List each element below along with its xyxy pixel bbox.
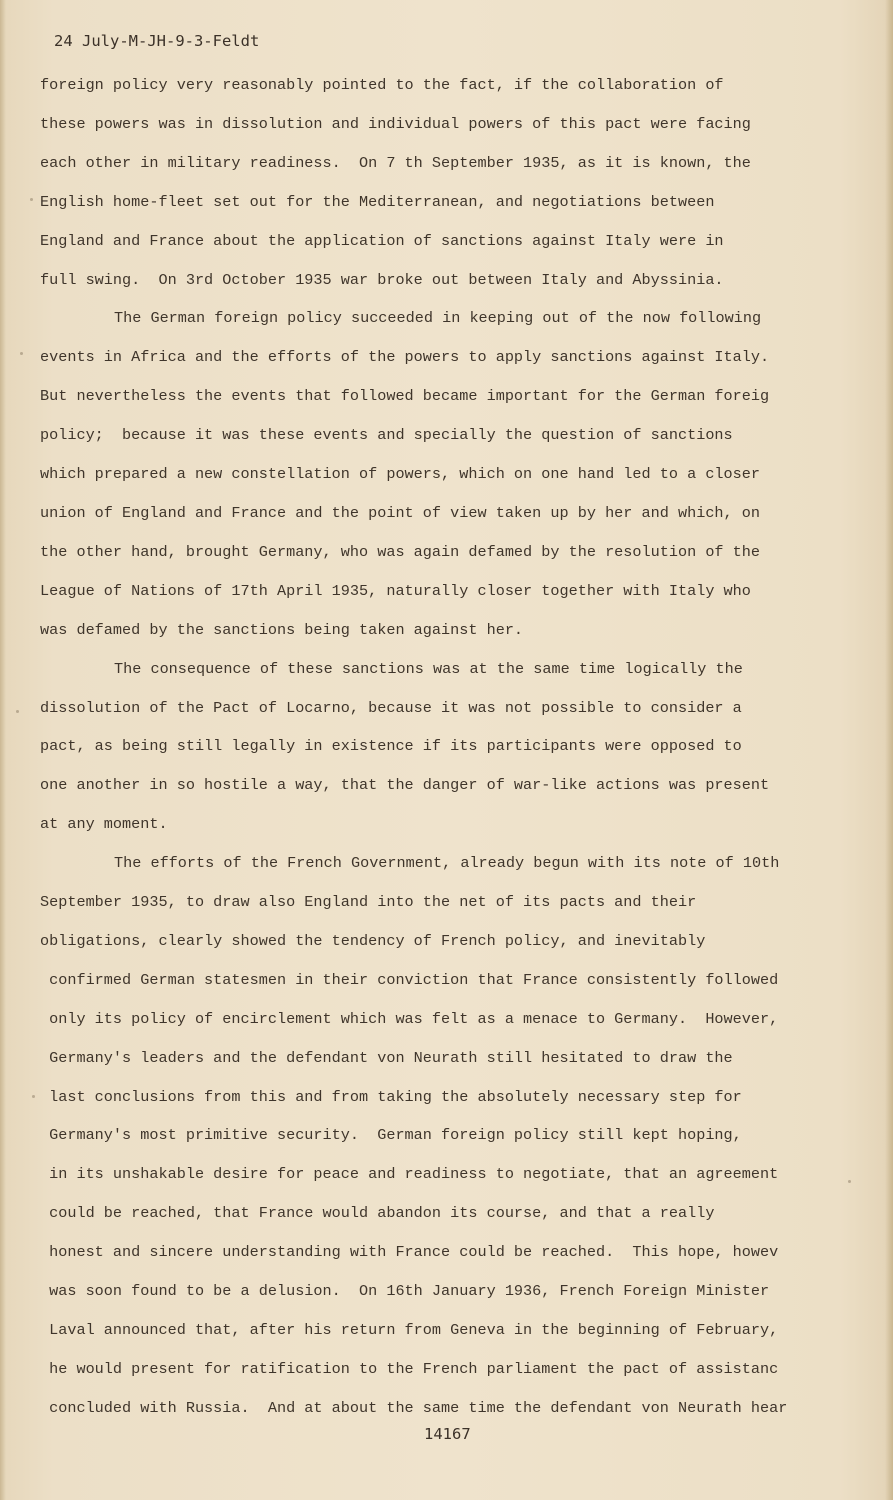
text-line: one another in so hostile a way, that the danger of war-like actions was present bbox=[40, 776, 770, 795]
text-line: which prepared a new constellation of powers, which on one hand led to a closer bbox=[40, 465, 761, 484]
text-line: concluded with Russia. And at about the same time the defendant von Neurath hear bbox=[40, 1398, 788, 1417]
text-line: each other in military readiness. On 7 th September 1935, as it is known, the bbox=[40, 153, 751, 172]
document-reference-header: 24 July-M-JH-9-3-Feldt bbox=[54, 32, 260, 50]
text-line: was soon found to be a delusion. On 16th January 1936, French Foreign Minister bbox=[40, 1282, 770, 1301]
typed-body-text bbox=[40, 66, 840, 1428]
paragraph bbox=[40, 299, 840, 649]
text-line: full swing. On 3rd October 1935 war broke out between Italy and Abyssinia. bbox=[40, 270, 724, 289]
text-line: League of Nations of 17th April 1935, naturally closer together with Italy who bbox=[40, 581, 751, 600]
paragraph bbox=[40, 650, 840, 845]
text-line: England and France about the application of sanctions against Italy were in bbox=[40, 231, 724, 250]
text-line: English home-fleet set out for the Mediterranean, and negotiations between bbox=[40, 192, 715, 211]
text-line: in its unshakable desire for peace and readiness to negotiate, that an agreement bbox=[40, 1165, 779, 1184]
text-line: last conclusions from this and from taking the absolutely necessary step for bbox=[40, 1087, 742, 1106]
text-line: at any moment. bbox=[40, 815, 168, 834]
text-line: honest and sincere understanding with France could be reached. This hope, howev bbox=[40, 1243, 779, 1262]
text-line: events in Africa and the efforts of the powers to apply sanctions against Italy. bbox=[40, 348, 770, 367]
text-line: was defamed by the sanctions being taken against her. bbox=[40, 620, 524, 639]
text-line: only its policy of encirclement which was felt as a menace to Germany. However, bbox=[40, 1009, 779, 1028]
paper-speck bbox=[20, 352, 23, 355]
paragraph bbox=[40, 66, 840, 299]
paper-speck bbox=[16, 710, 19, 713]
paper-speck bbox=[32, 1095, 35, 1098]
text-line: September 1935, to draw also England into the net of its pacts and their bbox=[40, 893, 697, 912]
text-line: The efforts of the French Government, already begun with its note of 10th bbox=[114, 854, 780, 873]
text-line: The German foreign policy succeeded in keeping out of the now following bbox=[114, 309, 762, 328]
text-line: he would present for ratification to the French parliament the pact of assistanc bbox=[40, 1359, 779, 1378]
text-line: policy; because it was these events and specially the question of sanctions bbox=[40, 426, 733, 445]
text-line: But nevertheless the events that followed became important for the German foreig bbox=[40, 387, 770, 406]
text-line: pact, as being still legally in existence if its participants were opposed to bbox=[40, 737, 742, 756]
paper-edge-left bbox=[0, 0, 6, 1500]
text-line: confirmed German statesmen in their conviction that France consistently followed bbox=[40, 970, 779, 989]
text-line: obligations, clearly showed the tendency of French policy, and inevitably bbox=[40, 931, 706, 950]
text-line: Germany's leaders and the defendant von Neurath still hesitated to draw the bbox=[40, 1048, 733, 1067]
text-line: union of England and France and the point of view taken up by her and which, on bbox=[40, 503, 761, 522]
text-line: The consequence of these sanctions was at the same time logically the bbox=[114, 659, 743, 678]
paper-edge-right bbox=[885, 0, 893, 1500]
text-line: Laval announced that, after his return from Geneva in the beginning of February, bbox=[40, 1321, 779, 1339]
paragraph bbox=[40, 844, 840, 1428]
paper-speck bbox=[848, 1180, 851, 1183]
paper-speck bbox=[30, 198, 33, 201]
text-line: could be reached, that France would abandon its course, and that a really bbox=[40, 1204, 715, 1223]
text-line: dissolution of the Pact of Locarno, because it was not possible to consider a bbox=[40, 698, 742, 717]
page-number: 14167 bbox=[424, 1425, 471, 1443]
text-line: the other hand, brought Germany, who was again defamed by the resolution of the bbox=[40, 542, 761, 561]
text-line: these powers was in dissolution and individual powers of this pact were facing bbox=[40, 114, 751, 133]
text-line: Germany's most primitive security. German foreign policy still kept hoping, bbox=[40, 1126, 742, 1145]
text-line: foreign policy very reasonably pointed to the fact, if the collaboration of bbox=[40, 76, 724, 94]
